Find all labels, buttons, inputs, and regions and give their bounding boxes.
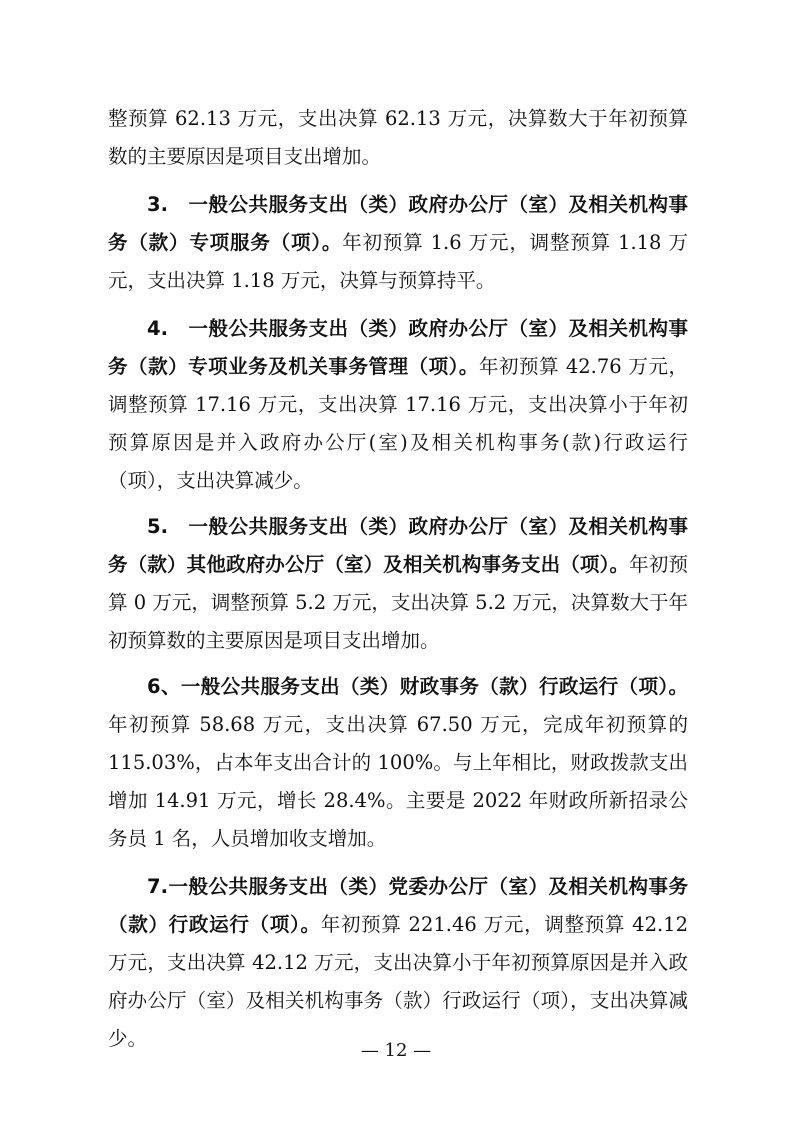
page-number: — 12 — [360, 1040, 432, 1061]
document-page [108, 100, 688, 1058]
paragraph-item-3 [108, 186, 688, 300]
paragraph-body: 年初预算 221.46 万元，调整预算 42.12 万元，支出决算 42.12 万元，支出决算小于年初预算原因是并入政府办公厅（室）及相关机构事务（款）行政运行（项），支出决算减少。 [108, 913, 688, 1050]
paragraph-heading: 7.一般公共服务支出（类）党委办公厅（室）及相关机构事务（款）行政运行（项）。 [108, 875, 688, 936]
paragraph-body: 年初预算 1.6 万元，调整预算 1.18 万元，支出决算 1.18 万元，决算与预算持平。 [108, 231, 688, 292]
paragraph-heading: 4. 一般公共服务支出（类）政府办公厅（室）及相关机构事务（款）专项业务及机关事务管理（项）。 [108, 317, 688, 378]
paragraph-body: 年初预算 42.76 万元，调整预算 17.16 万元，支出决算 17.16 万元，支出决算小于年初预算原因是并入政府办公厅(室)及相关机构事务(款)行政运行（项），支出决算减少。 [108, 355, 688, 492]
paragraph-continuation [108, 100, 688, 176]
paragraph-heading: 6、一般公共服务支出（类）财政事务（款）行政运行（项）。 [147, 675, 688, 698]
paragraph-item-5 [108, 508, 688, 660]
paragraph-heading: 5. 一般公共服务支出（类）政府办公厅（室）及相关机构事务（款）其他政府办公厅（室）及相关机构事务支出（项）。 [108, 515, 688, 576]
paragraph-heading: 3. 一般公共服务支出（类）政府办公厅（室）及相关机构事务（款）专项服务（项）。 [108, 193, 688, 254]
paragraph-body: 年初预算 0 万元，调整预算 5.2 万元，支出决算 5.2 万元，决算数大于年初预算数的主要原因是项目支出增加。 [108, 553, 688, 652]
paragraph-body: 年初预算 58.68 万元，支出决算 67.50 万元，完成年初预算的 115.03%，占本年支出合计的 100%。与上年相比，财政拨款支出增加 14.91 万元，增长 28.4%。主要是 2022 年财政所新招录公务员 1 名，人员增加收支增加。 [108, 713, 688, 850]
paragraph-item-7 [108, 868, 688, 1058]
paragraph-body: 整预算 62.13 万元，支出决算 62.13 万元，决算数大于年初预算数的主要原因是项目支出增加。 [108, 107, 688, 168]
paragraph-item-6 [108, 668, 688, 858]
paragraph-item-4 [108, 310, 688, 500]
